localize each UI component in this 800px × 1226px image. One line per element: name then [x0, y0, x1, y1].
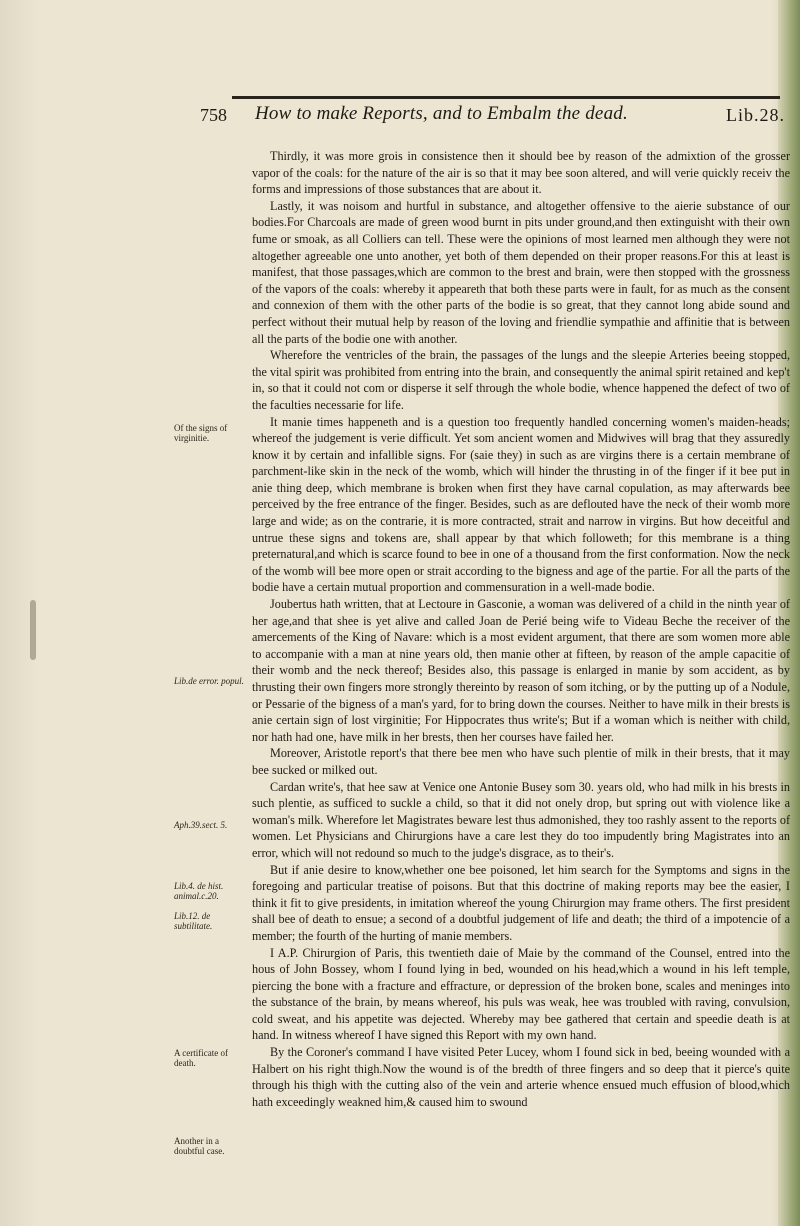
paragraph: Wherefore the ventricles of the brain, the passages of the lungs and the sleepie Arteries beeing stopped, the vital spirit was prohibited from entring into the brain, and consequently the animal spirit retained and kep't in, so that it could not com or disperse it self through the whole bodie, whence happened the defect of two of the faculties necessarie for life. [252, 348, 790, 412]
paragraph: Joubertus hath written, that at Lectoure in Gasconie, a woman was delivered of a child in the ninth year of her age,and that shee is yet alive and called Joan de Perié being wife to Videau Beche the receiver of the amercements of the King of Navare: which is a most evident argument, that there are som women more able to accompanie with a man at nine years old, then manie other at fifteen, by reason of the ample capacitie of their womb and the neck thereof; Besides also, this passage is enlarged in manie by som accident, as by thrusting their own fingers more strongly thereinto by reason of som itching, or by the putting up of a Nodule, or Pessarie of the bigness of a man's yard, for to bring down the courses. Neither to have milk in their brests is anie certain sign of lost virginitie; For Hippocrates thus write's; But if a woman which is neither with child, nor hath had one, have milk in her brests, then her courses have failed her. [252, 597, 790, 744]
paragraph: But if anie desire to know,whether one bee poisoned, let him search for the Symptoms and signs in the foregoing and particular treatise of poisons. But that this doctrine of making reports may bee the easier, I think it fit to give presidents, in imitation whereof the young Chirurgion may frame others. The first president shall bee of death to ensue; a second of a doubtful judgement of life and death; the third of a impotencie of a member; the fourth of the hurting of manie members. [252, 862, 790, 943]
paragraph: I A.P. Chirurgion of Paris, this twentieth daie of Maie by the command of the Counsel, entred into the hous of John Bossey, whom I found lying in bed, wounded on his head,which a wound in his left temple, piercing the bone with a fracture and effracture, or depression of the broken bone, scales and meninges into the substance of the brain, by means whereof, his puls was weak, hee was troubled with raving, convulsion, cold sweat, and his appetite was dejected. Whereby may bee gathered that certain and speedie death is at hand. In witness whereof I have signed this Report with my own hand. [252, 945, 790, 1043]
paragraph: Lastly, it was noisom and hurtful in substance, and altogether offensive to the aierie substance of our bodies.For Charcoals are made of green wood burnt in pits under ground,and then extinguisht with their own fume or smoak, as all Colliers can tell. These were the opinions of most learned men although they were not altogether agreeable one unto another, yet both of them depended on their proper reasons.For this at least is manifest, that those passages,which are common to the brest and brain, were then stopped with the grossness of the vapors of the coals: whereby it appeareth that both these parts were in fault, for as much as the consent and connexion of them with the other parts of the bodie is so great, that they cannot long abide sound and perfect without their mutual help by reason of the loving and friendlie sympathie and affinitie that is between all the parts of the bodie one with another. [252, 198, 790, 346]
margin-note-certificate: A certificate of death. [174, 1048, 228, 1068]
running-header [200, 103, 785, 133]
paragraph: It manie times happeneth and is a question too frequently handled concerning women's maiden-heads; whereof the judgement is verie difficult. Yet som ancient women and Midwives will brag that they assuredly know it by certain and infallible signs. For (saie they) in such as are virgins there is a certain membrane of parchment-like skin in the neck of the womb, which will hinder the thrusting in of the finger if it bee put in anie thing deep, which membrane is broken when first they have carnal copulation, as may afterwards bee perceived by the free entrance of the finger. Besides, such as are deflouted have the neck of their womb more large and wide; as on the contrarie, it is more contracted, strait and narrow in virgins. But how deceitful and untrue these signs and tokens are, shall appear by that which followeth; for this membrane is a thing preternatural,and which is scarce found to bee in one of a thousand from the first conformation. Now the neck of the womb will bee more open or strait according to the bigness and age of the partie. For all the parts of the bodie have a certain mutual proportion and commensuration in a well-made bodie. [252, 414, 790, 595]
margin-note-cardan: Lib.12. de subtilitate. [174, 911, 213, 931]
book-number: Lib.28. [726, 105, 785, 125]
running-title: How to make Reports, and to Embalm the dead. [255, 103, 628, 124]
margin-note-virginitie: Of the signs of virginitie. [174, 423, 228, 443]
paragraph: Cardan write's, that hee saw at Venice one Antonie Busey som 30. years old, who had milk in his brests in such plentie, as sufficed to suckle a child, so that it did not onely drop, but spring out with violence like a woman's milk. Wherefore let Magistrates beware lest thus admonished, they too rashly assent to the reports of women. Let Physicians and Chirurgions have a care lest they do too impudently bring Magistrates into an error, which will not redound so much to the judge's disgrace, as to their's. [252, 779, 790, 860]
paragraph: Moreover, Aristotle report's that there bee men who have such plentie of milk in their brests, that it may bee sucked or milked out. [252, 746, 790, 777]
paragraph: Thirdly, it was more grois in consistence then it should bee by reason of the admixtion of the grosser vapor of the coals: for the nature of the air is so that it may bee soon altered, and will verie quickly receiv the forms and impressions of those substances that are about it. [252, 149, 790, 197]
body-text [252, 148, 790, 1110]
margin-note-de-error: Lib.de error. popul. [174, 676, 244, 686]
paragraph: By the Coroner's command I have visited Peter Lucey, whom I found sick in bed, beeing wounded with a Halbert on his right thigh.Now the wound is of the bredth of three fingers and so deep that it pierce's quite through his thigh with the cutting also of the vein and arterie whence ensued much effusion of blood,which hath exceedingly weakned him,& caused him to swound [252, 1045, 790, 1109]
ink-smudge [30, 600, 36, 660]
page-number: 758 [200, 105, 227, 125]
margin-note-aristotle: Lib.4. de hist. animal.c.20. [174, 881, 224, 901]
margin-note-aphorism: Aph.39.sect. 5. [174, 820, 228, 830]
margin-note-another: Another in a doubtful case. [174, 1136, 225, 1156]
header-rule [232, 96, 780, 99]
